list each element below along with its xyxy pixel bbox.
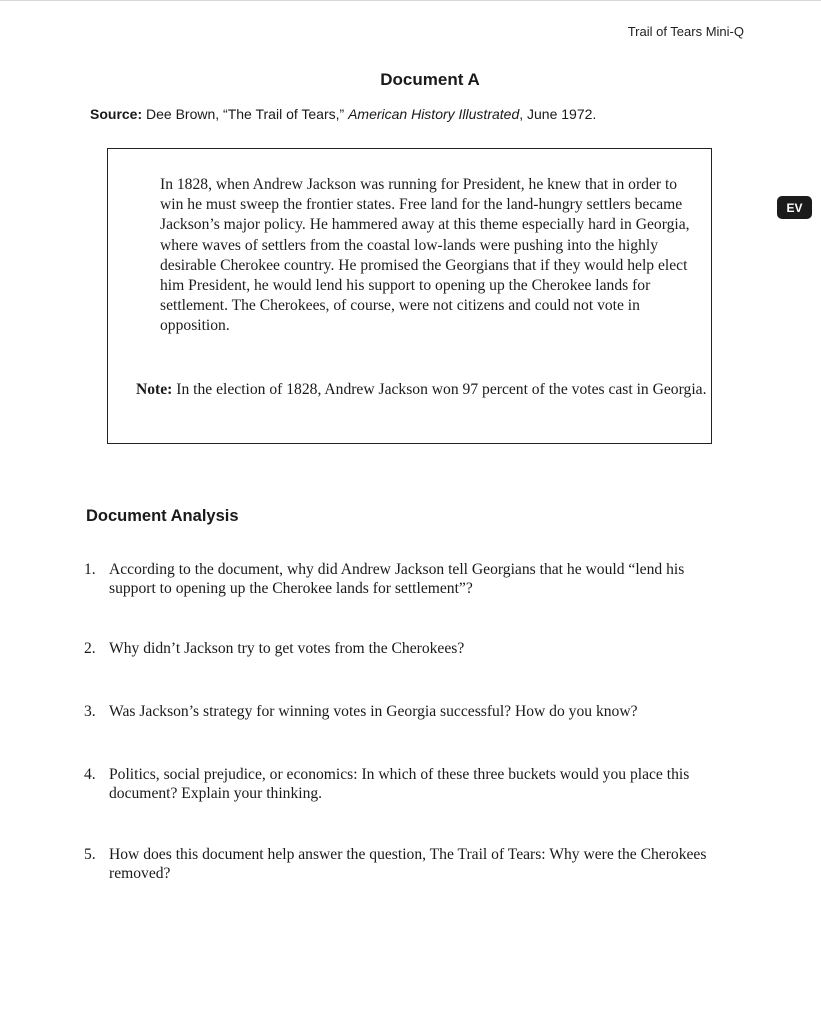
note-text: In the election of 1828, Andrew Jackson won 97 percent of the votes cast in Georgia. — [176, 381, 707, 398]
question-number: 4. — [84, 766, 96, 783]
source-publication: American History Illustrated — [348, 106, 520, 122]
source-label: Source: — [90, 106, 143, 122]
analysis-heading: Document Analysis — [86, 507, 239, 525]
question-2 — [84, 639, 734, 658]
question-text: How does this document help answer the question, The Trail of Tears: Why were the Cherokees removed? — [109, 846, 707, 882]
question-text: Politics, social prejudice, or economics: In which of these three buckets would you place this document? Explain your thinking. — [109, 766, 690, 802]
question-5 — [84, 845, 734, 883]
question-number: 3. — [84, 703, 96, 720]
top-border-rule — [0, 0, 821, 1]
ev-badge: EV — [777, 196, 812, 219]
excerpt-text: In 1828, when Andrew Jackson was running for President, he knew that in order to win he must sweep the frontier states. Free land for the land-hungry settlers became Jackson’s major policy. He hammered away at this theme especially hard in Georgia, where waves of settlers from the coastal low-lands were pushing into the highly desirable Cherokee country. He promised the Georgians that if they would help elect him President, he would lend his support to opening up the Cherokee lands for settlement. The Cherokees, of course, were not citizens and could not vote in opposition. — [160, 176, 690, 335]
excerpt-box — [107, 148, 712, 444]
note-label: Note: — [136, 381, 173, 398]
question-4 — [84, 765, 734, 803]
source-date: , June 1972. — [519, 106, 597, 122]
question-number: 2. — [84, 640, 96, 657]
source-citation — [90, 106, 710, 122]
question-3 — [84, 702, 734, 721]
source-author: Dee Brown, “The Trail of Tears,” — [146, 106, 345, 122]
question-text: Why didn’t Jackson try to get votes from the Cherokees? — [109, 640, 465, 657]
running-header: Trail of Tears Mini-Q — [627, 24, 744, 39]
question-number: 1. — [84, 561, 96, 578]
question-1 — [84, 560, 734, 598]
question-text: According to the document, why did Andrew Jackson tell Georgians that he would “lend his support to opening up the Cherokee lands for settlement”? — [109, 561, 685, 597]
document-title: Document A — [380, 70, 480, 89]
question-text: Was Jackson’s strategy for winning votes in Georgia successful? How do you know? — [109, 703, 638, 720]
excerpt-note — [136, 379, 716, 400]
question-number: 5. — [84, 846, 96, 863]
